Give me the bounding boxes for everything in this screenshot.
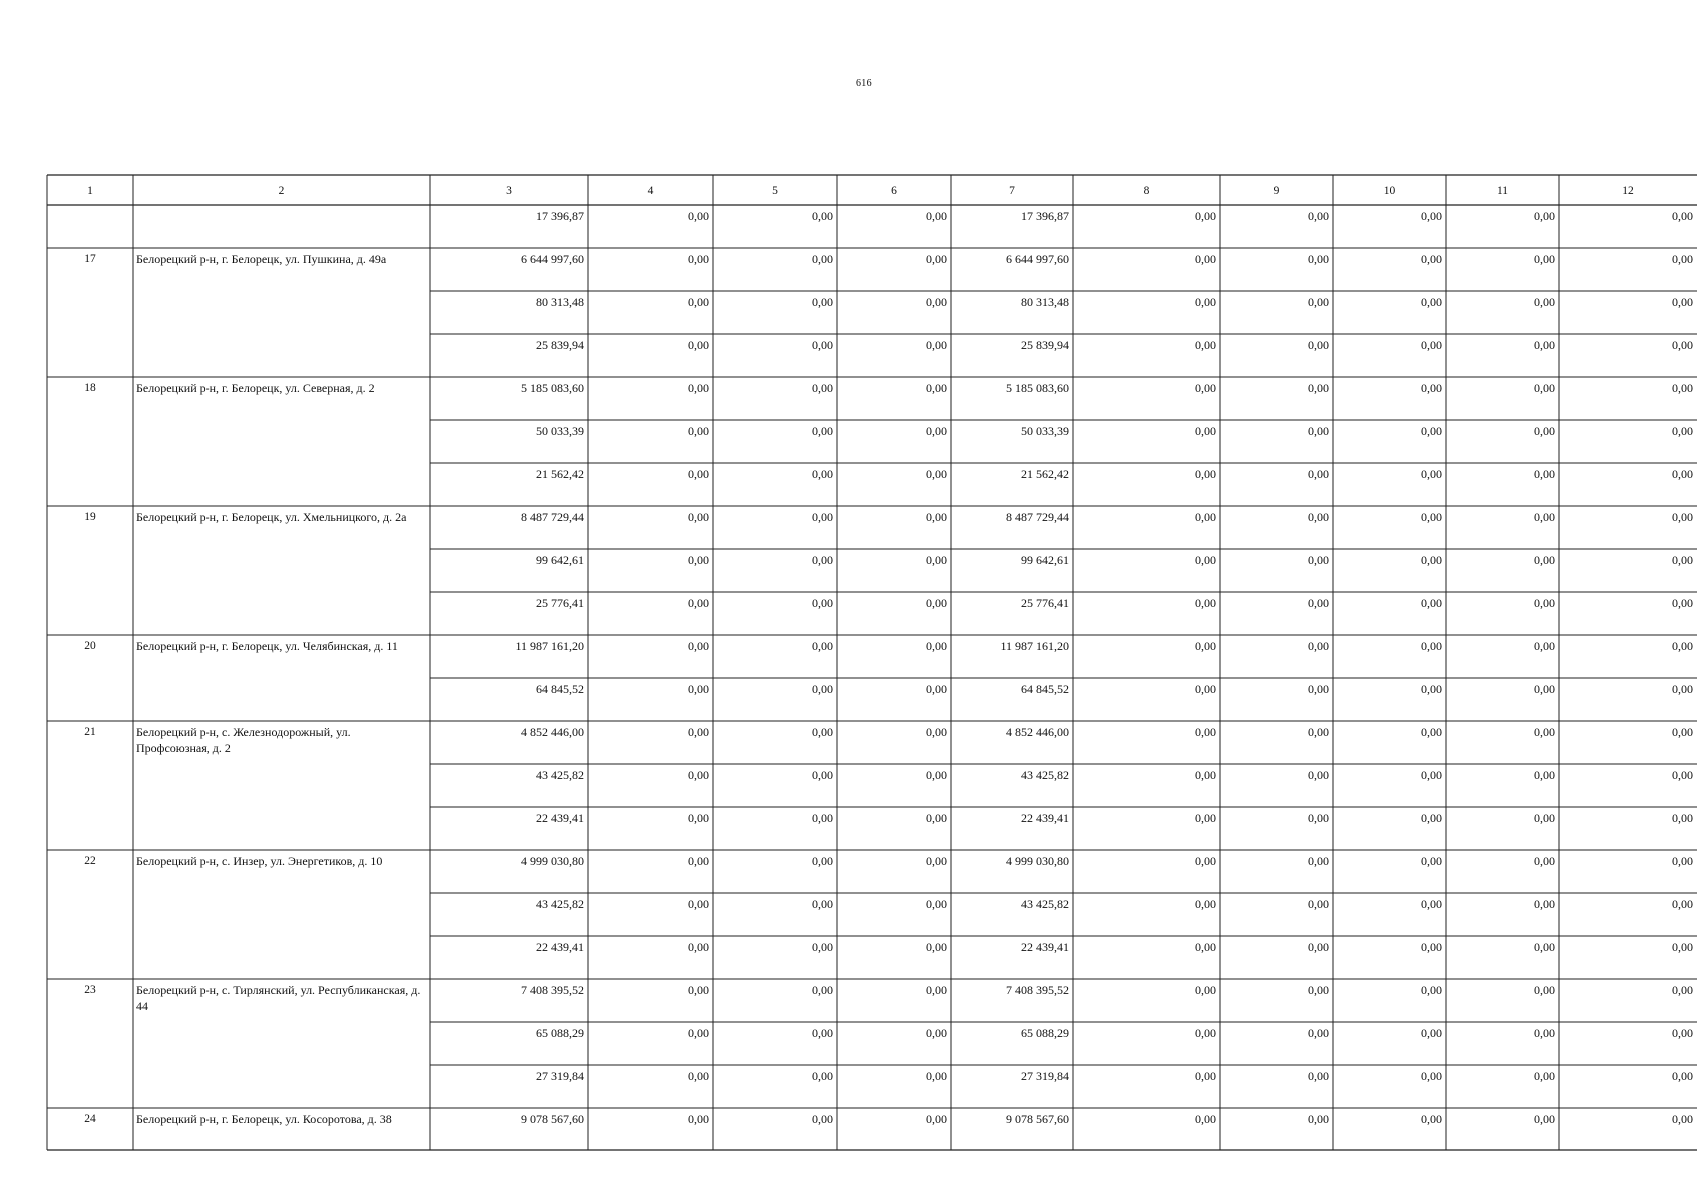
value-cell: 0,00: [1672, 338, 1693, 352]
value-cell: 27 319,84: [1021, 1069, 1069, 1083]
value-cell: 0,00: [812, 983, 833, 997]
value-cell: 0,00: [688, 252, 709, 266]
value-cell: 0,00: [1421, 381, 1442, 395]
value-cell: 0,00: [1308, 252, 1329, 266]
row-address: Белорецкий р-н, г. Белорецк, ул. Северная, д. 2: [136, 381, 375, 395]
value-cell: 0,00: [812, 424, 833, 438]
value-cell: 0,00: [926, 897, 947, 911]
header-cell-10: 10: [1383, 185, 1396, 197]
value-cell: 0,00: [688, 209, 709, 223]
value-cell: 43 425,82: [536, 897, 584, 911]
value-cell: 0,00: [1534, 811, 1555, 825]
value-cell: 0,00: [688, 725, 709, 739]
value-cell: 0,00: [1672, 209, 1693, 223]
value-cell: 0,00: [1534, 252, 1555, 266]
value-cell: 0,00: [688, 596, 709, 610]
value-cell: 0,00: [1672, 682, 1693, 696]
row-address: Белорецкий р-н, г. Белорецк, ул. Пушкина, д. 49а: [136, 252, 387, 266]
value-cell: 0,00: [926, 811, 947, 825]
value-cell: 5 185 083,60: [521, 381, 584, 395]
value-cell: 0,00: [1534, 510, 1555, 524]
header-cell-9: 9: [1273, 185, 1280, 197]
value-cell: 65 088,29: [536, 1026, 584, 1040]
value-cell: 0,00: [1672, 467, 1693, 481]
value-cell: 0,00: [688, 424, 709, 438]
value-cell: 0,00: [1534, 381, 1555, 395]
value-cell: 0,00: [1672, 1112, 1693, 1126]
value-cell: 0,00: [688, 811, 709, 825]
value-cell: 5 185 083,60: [1006, 381, 1069, 395]
header-cell-1: 1: [87, 185, 93, 197]
value-cell: 22 439,41: [536, 811, 584, 825]
value-cell: 0,00: [926, 682, 947, 696]
value-cell: 0,00: [1195, 209, 1216, 223]
value-cell: 0,00: [1195, 252, 1216, 266]
value-cell: 21 562,42: [1021, 467, 1069, 481]
value-cell: 0,00: [1308, 983, 1329, 997]
value-cell: 0,00: [812, 467, 833, 481]
value-cell: 0,00: [812, 1026, 833, 1040]
value-cell: 0,00: [1672, 897, 1693, 911]
value-cell: 0,00: [1534, 295, 1555, 309]
value-cell: 0,00: [1534, 338, 1555, 352]
value-cell: 0,00: [812, 725, 833, 739]
value-cell: 43 425,82: [1021, 897, 1069, 911]
value-cell: 0,00: [926, 252, 947, 266]
value-cell: 25 776,41: [1021, 596, 1069, 610]
header-cell-2: 2: [278, 185, 285, 197]
value-cell: 0,00: [1195, 295, 1216, 309]
value-cell: 0,00: [1308, 338, 1329, 352]
value-cell: 22 439,41: [536, 940, 584, 954]
row-number: 21: [84, 726, 96, 738]
value-cell: 0,00: [1195, 725, 1216, 739]
value-cell: 0,00: [688, 682, 709, 696]
value-cell: 0,00: [1534, 209, 1555, 223]
value-cell: 0,00: [1195, 553, 1216, 567]
value-cell: 0,00: [926, 1112, 947, 1126]
value-cell: 4 999 030,80: [1006, 854, 1069, 868]
value-cell: 0,00: [1308, 510, 1329, 524]
value-cell: 11 987 161,20: [1000, 639, 1069, 653]
value-cell: 99 642,61: [536, 553, 584, 567]
value-cell: 25 839,94: [1021, 338, 1069, 352]
value-cell: 80 313,48: [1021, 295, 1069, 309]
value-cell: 0,00: [1421, 295, 1442, 309]
header-cell-7: 7: [1009, 185, 1015, 197]
value-cell: 0,00: [1672, 639, 1693, 653]
value-cell: 0,00: [1421, 811, 1442, 825]
value-cell: 0,00: [1421, 1069, 1442, 1083]
value-cell: 0,00: [1308, 209, 1329, 223]
value-cell: 0,00: [926, 424, 947, 438]
value-cell: 0,00: [812, 682, 833, 696]
value-cell: 6 644 997,60: [1006, 252, 1069, 266]
value-cell: 0,00: [812, 209, 833, 223]
value-cell: 0,00: [926, 768, 947, 782]
value-cell: 0,00: [1195, 983, 1216, 997]
value-cell: 0,00: [812, 897, 833, 911]
value-cell: 0,00: [688, 854, 709, 868]
value-cell: 0,00: [688, 639, 709, 653]
value-cell: 0,00: [1672, 854, 1693, 868]
value-cell: 0,00: [1534, 768, 1555, 782]
value-cell: 0,00: [926, 553, 947, 567]
value-cell: 4 852 446,00: [521, 725, 584, 739]
value-cell: 0,00: [1195, 682, 1216, 696]
value-cell: 0,00: [812, 940, 833, 954]
value-cell: 0,00: [1672, 768, 1693, 782]
value-cell: 0,00: [1195, 1069, 1216, 1083]
value-cell: 0,00: [1421, 682, 1442, 696]
value-cell: 0,00: [1195, 510, 1216, 524]
value-cell: 0,00: [926, 854, 947, 868]
value-cell: 64 845,52: [536, 682, 584, 696]
value-cell: 0,00: [688, 467, 709, 481]
value-cell: 0,00: [812, 338, 833, 352]
value-cell: 0,00: [1195, 338, 1216, 352]
value-cell: 0,00: [688, 940, 709, 954]
value-cell: 0,00: [1421, 639, 1442, 653]
value-cell: 0,00: [1308, 639, 1329, 653]
value-cell: 0,00: [1421, 725, 1442, 739]
value-cell: 0,00: [812, 381, 833, 395]
row-number: 20: [84, 640, 96, 652]
value-cell: 0,00: [1421, 596, 1442, 610]
value-cell: 0,00: [1195, 768, 1216, 782]
value-cell: 0,00: [1308, 1112, 1329, 1126]
header-cell-11: 11: [1496, 185, 1509, 197]
value-cell: 43 425,82: [536, 768, 584, 782]
value-cell: 0,00: [1534, 854, 1555, 868]
value-cell: 0,00: [812, 1112, 833, 1126]
value-cell: 0,00: [1534, 897, 1555, 911]
value-cell: 0,00: [688, 1069, 709, 1083]
value-cell: 0,00: [926, 295, 947, 309]
value-cell: 0,00: [1534, 639, 1555, 653]
value-cell: 50 033,39: [1021, 424, 1069, 438]
header-cell-6: 6: [891, 185, 897, 197]
value-cell: 0,00: [926, 209, 947, 223]
value-cell: 0,00: [812, 1069, 833, 1083]
value-cell: 0,00: [1672, 983, 1693, 997]
value-cell: 0,00: [1534, 940, 1555, 954]
value-cell: 27 319,84: [536, 1069, 584, 1083]
row-number: 19: [84, 511, 96, 523]
value-cell: 0,00: [1421, 252, 1442, 266]
value-cell: 0,00: [926, 940, 947, 954]
value-cell: 99 642,61: [1021, 553, 1069, 567]
value-cell: 0,00: [1421, 510, 1442, 524]
value-cell: 0,00: [812, 553, 833, 567]
value-cell: 0,00: [812, 596, 833, 610]
value-cell: 0,00: [1308, 854, 1329, 868]
value-cell: 0,00: [1308, 424, 1329, 438]
value-cell: 0,00: [1672, 381, 1693, 395]
value-cell: 0,00: [1308, 725, 1329, 739]
row-address: Белорецкий р-н, г. Белорецк, ул. Хмельницкого, д. 2а: [136, 510, 407, 524]
value-cell: 0,00: [1195, 1026, 1216, 1040]
value-cell: 0,00: [1421, 338, 1442, 352]
row-number: 24: [84, 1113, 96, 1125]
value-cell: 0,00: [688, 338, 709, 352]
value-cell: 0,00: [1421, 553, 1442, 567]
value-cell: 0,00: [926, 983, 947, 997]
value-cell: 0,00: [1672, 596, 1693, 610]
row-number: 22: [84, 855, 96, 867]
value-cell: 0,00: [1672, 811, 1693, 825]
value-cell: 50 033,39: [536, 424, 584, 438]
value-cell: 65 088,29: [1021, 1026, 1069, 1040]
value-cell: 0,00: [926, 510, 947, 524]
value-cell: 0,00: [1534, 1069, 1555, 1083]
value-cell: 0,00: [926, 596, 947, 610]
value-cell: 0,00: [1421, 209, 1442, 223]
value-cell: 0,00: [1195, 854, 1216, 868]
value-cell: 0,00: [1672, 940, 1693, 954]
value-cell: 0,00: [1672, 1026, 1693, 1040]
value-cell: 0,00: [1308, 381, 1329, 395]
value-cell: 0,00: [688, 553, 709, 567]
header-cell-3: 3: [506, 185, 512, 197]
value-cell: 0,00: [1421, 940, 1442, 954]
value-cell: 0,00: [1308, 897, 1329, 911]
value-cell: 17 396,87: [1021, 209, 1069, 223]
value-cell: 0,00: [1534, 467, 1555, 481]
value-cell: 0,00: [1534, 983, 1555, 997]
value-cell: 25 776,41: [536, 596, 584, 610]
value-cell: 64 845,52: [1021, 682, 1069, 696]
row-address: Белорецкий р-н, с. Железнодорожный, ул. Профсоюзная, д. 2: [136, 725, 351, 755]
value-cell: 0,00: [1195, 1112, 1216, 1126]
value-cell: 0,00: [1308, 596, 1329, 610]
value-cell: 22 439,41: [1021, 940, 1069, 954]
value-cell: 0,00: [1195, 639, 1216, 653]
value-cell: 8 487 729,44: [1006, 510, 1069, 524]
value-cell: 0,00: [1534, 725, 1555, 739]
value-cell: 0,00: [1534, 682, 1555, 696]
value-cell: 0,00: [1672, 1069, 1693, 1083]
value-cell: 0,00: [688, 768, 709, 782]
value-cell: 0,00: [812, 768, 833, 782]
value-cell: 0,00: [1308, 682, 1329, 696]
value-cell: 0,00: [812, 854, 833, 868]
value-cell: 0,00: [1308, 768, 1329, 782]
value-cell: 0,00: [1421, 1112, 1442, 1126]
value-cell: 0,00: [1421, 897, 1442, 911]
value-cell: 0,00: [1421, 854, 1442, 868]
value-cell: 0,00: [1672, 510, 1693, 524]
value-cell: 0,00: [926, 467, 947, 481]
page-number: 616: [856, 78, 872, 89]
value-cell: 0,00: [1195, 381, 1216, 395]
header-cell-8: 8: [1143, 185, 1150, 197]
value-cell: 0,00: [1308, 295, 1329, 309]
value-cell: 0,00: [1195, 467, 1216, 481]
value-cell: 22 439,41: [1021, 811, 1069, 825]
value-cell: 0,00: [1421, 768, 1442, 782]
value-cell: 0,00: [812, 510, 833, 524]
value-cell: 0,00: [688, 1026, 709, 1040]
value-cell: 8 487 729,44: [521, 510, 584, 524]
value-cell: 4 999 030,80: [521, 854, 584, 868]
value-cell: 0,00: [926, 381, 947, 395]
value-cell: 0,00: [1195, 424, 1216, 438]
value-cell: 0,00: [1534, 424, 1555, 438]
value-cell: 0,00: [1195, 811, 1216, 825]
value-cell: 0,00: [1534, 1112, 1555, 1126]
value-cell: 0,00: [1534, 596, 1555, 610]
value-cell: 9 078 567,60: [521, 1112, 584, 1126]
row-number: 23: [84, 984, 96, 996]
value-cell: 0,00: [1421, 424, 1442, 438]
value-cell: 0,00: [688, 1112, 709, 1126]
value-cell: 0,00: [1421, 983, 1442, 997]
row-address: Белорецкий р-н, г. Белорецк, ул. Косоротова, д. 38: [136, 1112, 392, 1126]
value-cell: 25 839,94: [536, 338, 584, 352]
row-number: 18: [84, 382, 96, 394]
row-address: Белорецкий р-н, с. Инзер, ул. Энергетиков, д. 10: [136, 854, 383, 868]
value-cell: 0,00: [1308, 1069, 1329, 1083]
value-cell: 0,00: [926, 725, 947, 739]
value-cell: 7 408 395,52: [521, 983, 584, 997]
value-cell: 0,00: [1308, 467, 1329, 481]
header-cell-5: 5: [772, 185, 778, 197]
value-cell: 0,00: [926, 338, 947, 352]
value-cell: 21 562,42: [536, 467, 584, 481]
header-cell-12: 12: [1622, 185, 1634, 197]
header-cell-4: 4: [647, 185, 654, 197]
row-address: Белорецкий р-н, с. Тирлянский, ул. Республиканская, д. 44: [136, 983, 421, 1013]
value-cell: 0,00: [688, 897, 709, 911]
value-cell: 6 644 997,60: [521, 252, 584, 266]
value-cell: 0,00: [1308, 1026, 1329, 1040]
value-cell: 0,00: [812, 295, 833, 309]
value-cell: 0,00: [1672, 295, 1693, 309]
value-cell: 4 852 446,00: [1006, 725, 1069, 739]
value-cell: 0,00: [1308, 553, 1329, 567]
value-cell: 0,00: [812, 252, 833, 266]
value-cell: 0,00: [926, 1026, 947, 1040]
value-cell: 0,00: [688, 381, 709, 395]
value-cell: 0,00: [1195, 897, 1216, 911]
value-cell: 0,00: [1308, 811, 1329, 825]
value-cell: 0,00: [1672, 725, 1693, 739]
value-cell: 0,00: [926, 1069, 947, 1083]
value-cell: 0,00: [812, 639, 833, 653]
value-cell: 0,00: [926, 639, 947, 653]
value-cell: 17 396,87: [536, 209, 584, 223]
value-cell: 0,00: [1672, 424, 1693, 438]
value-cell: 0,00: [1195, 940, 1216, 954]
value-cell: 0,00: [812, 811, 833, 825]
row-address: Белорецкий р-н, г. Белорецк, ул. Челябинская, д. 11: [136, 639, 398, 653]
value-cell: 0,00: [1421, 1026, 1442, 1040]
value-cell: 0,00: [1672, 252, 1693, 266]
value-cell: 80 313,48: [536, 295, 584, 309]
value-cell: 7 408 395,52: [1006, 983, 1069, 997]
value-cell: 0,00: [1195, 596, 1216, 610]
value-cell: 0,00: [688, 510, 709, 524]
value-cell: 0,00: [1534, 553, 1555, 567]
value-cell: 0,00: [688, 295, 709, 309]
value-cell: 0,00: [1308, 940, 1329, 954]
value-cell: 0,00: [1534, 1026, 1555, 1040]
row-number: 17: [84, 253, 96, 265]
value-cell: 43 425,82: [1021, 768, 1069, 782]
value-cell: 11 987 161,20: [515, 639, 584, 653]
value-cell: 0,00: [1672, 553, 1693, 567]
value-cell: 0,00: [688, 983, 709, 997]
value-cell: 0,00: [1421, 467, 1442, 481]
value-cell: 9 078 567,60: [1006, 1112, 1069, 1126]
